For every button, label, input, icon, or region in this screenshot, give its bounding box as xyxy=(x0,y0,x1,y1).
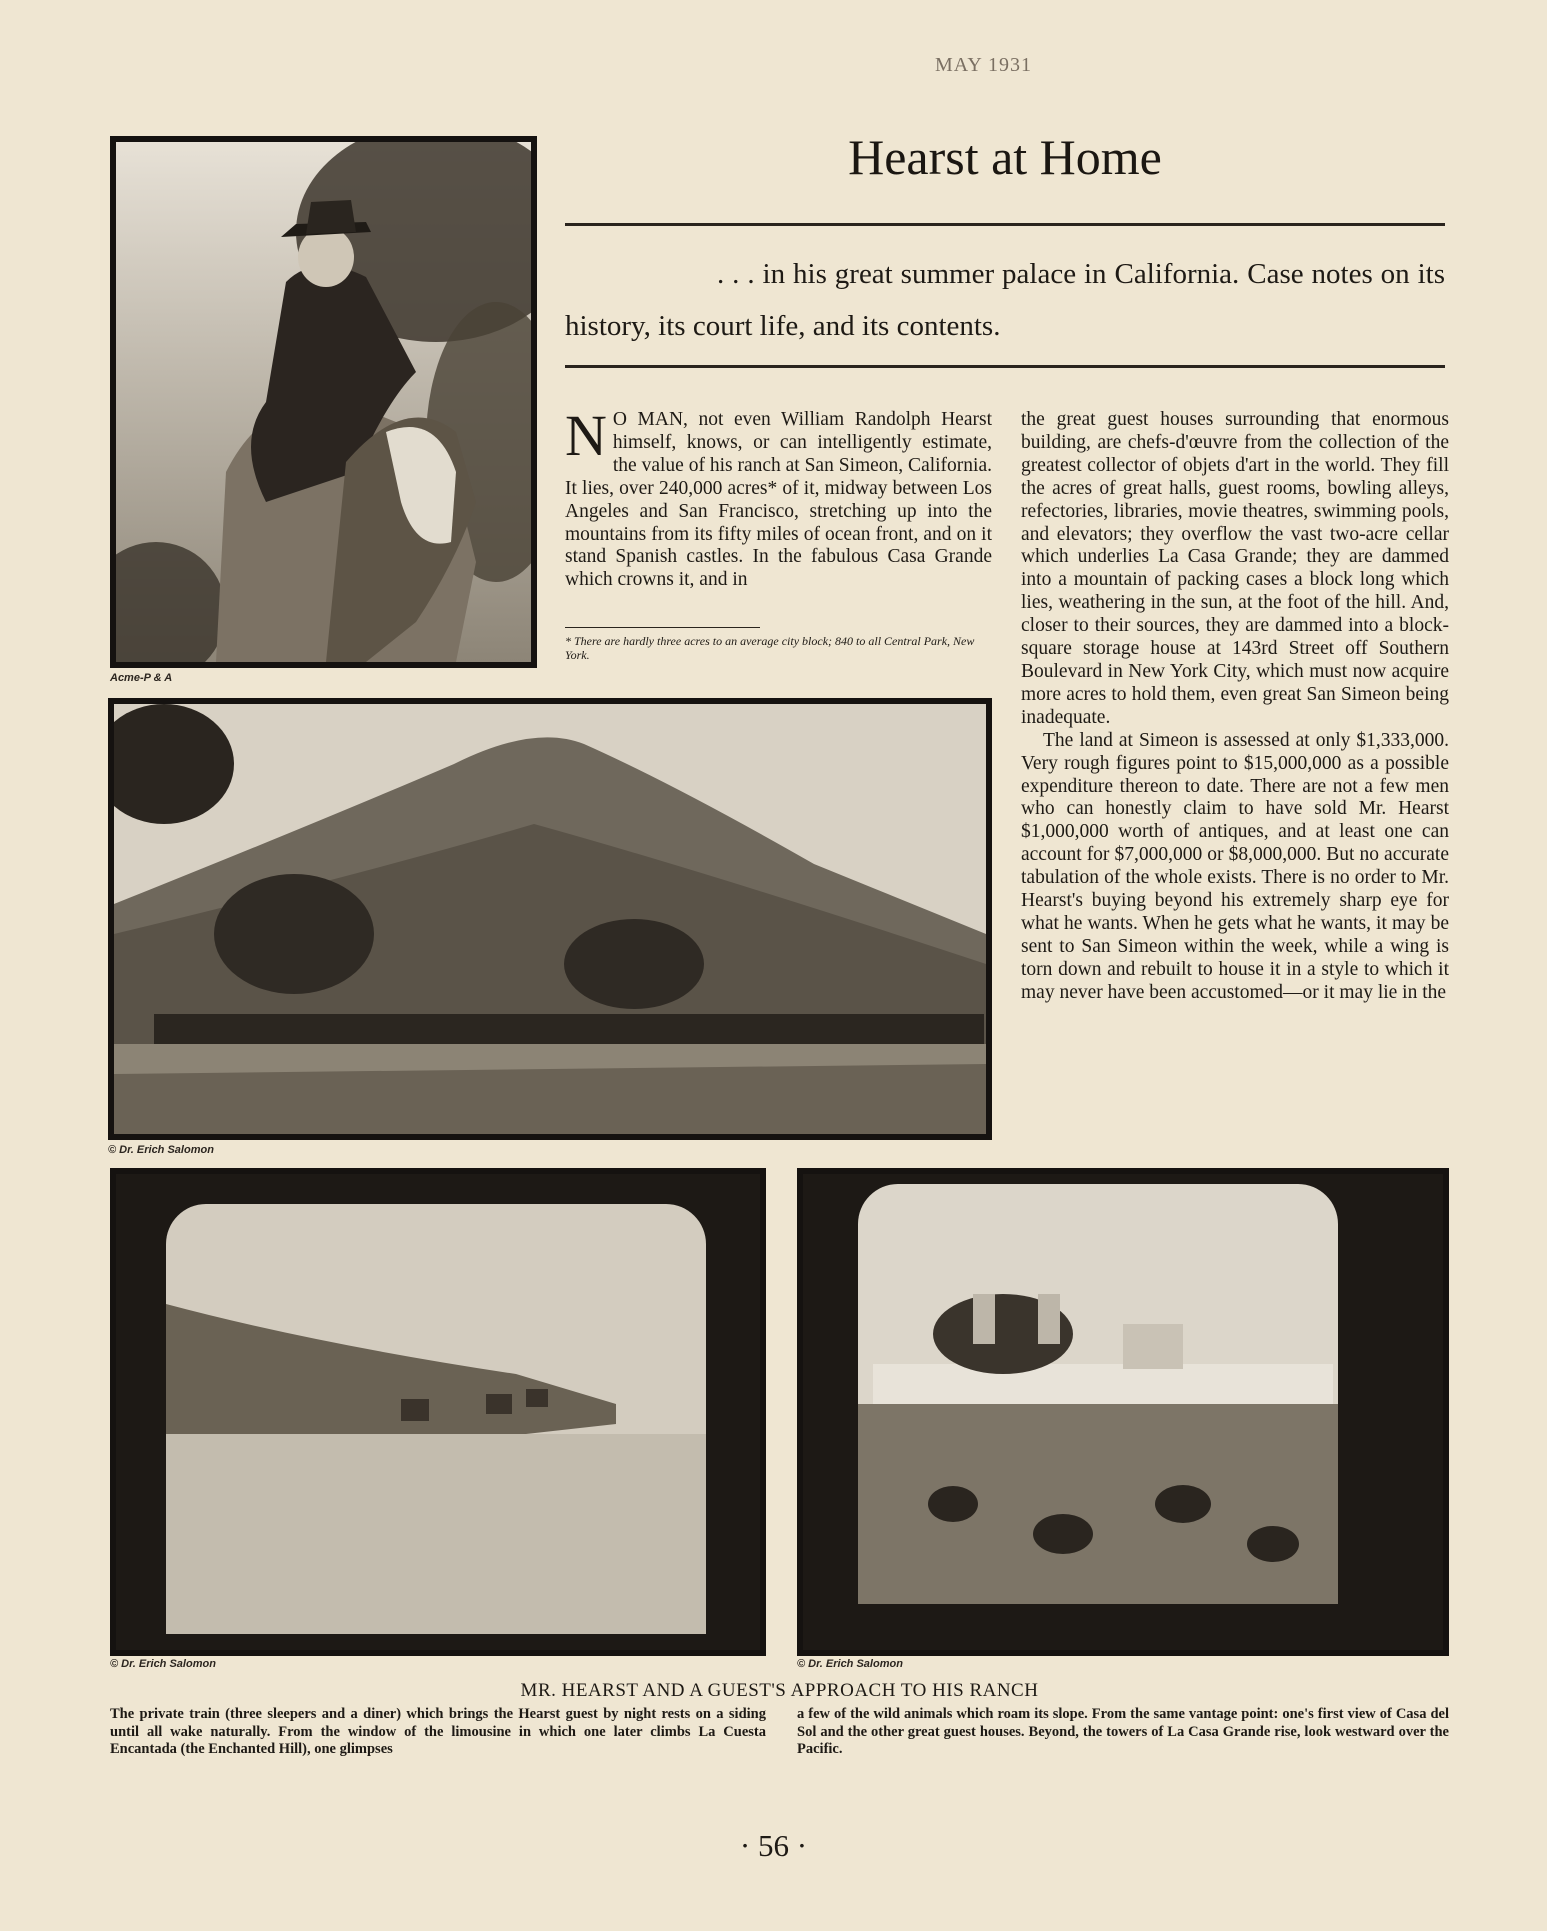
article-title: Hearst at Home xyxy=(848,129,1162,185)
page-number: · 56 · xyxy=(739,1828,808,1863)
article-body-left: O MAN, not even William Randolph Hearst himself, knows, or can intelligently estimate, the value of his ranch at San Simeon, California. It lies, over 240,000 acres* of it, midway between Los Angeles and San Francisco, stretching up into the mountains from its fifty miles of ocean front, and on it stand Spanish castles. In the fabulous Casa Grande which crowns it, and in xyxy=(565,409,992,591)
article-column-left xyxy=(565,403,992,592)
title-rule-top xyxy=(565,223,1445,226)
article-column-right xyxy=(1021,409,1449,1005)
photo-credit-deer: © Dr. Erich Salomon xyxy=(110,1658,216,1670)
photo-deer-car-window xyxy=(110,1168,766,1656)
caption-headline: MR. HEARST AND A GUEST'S APPROACH TO HIS RANCH xyxy=(520,1680,1039,1701)
footnote-rule xyxy=(565,627,760,628)
article-deck: . . . in his great summer palace in California. Case notes on its history, its court life, and its contents. xyxy=(565,258,1445,342)
caption-left: The private train (three sleepers and a diner) which brings the Hearst guest by night rests on a siding until all wake naturally. From the window of the limousine in which one later climbs La Cuesta Encantada (the Enchanted Hill), one glimpses xyxy=(110,1706,766,1757)
photo-castle-car-window xyxy=(797,1168,1449,1656)
caption-right: a few of the wild animals which roam its slope. From the same vantage point: one's first view of Casa del Sol and the other great guest houses. Beyond, the towers of La Casa Grande rise, look westward over the Pacific. xyxy=(797,1706,1449,1757)
photo-credit-mountain: © Dr. Erich Salomon xyxy=(108,1144,214,1156)
header-date: MAY 1931 xyxy=(934,54,1033,76)
article-body-right-p2: The land at Simeon is assessed at only $1,333,000. Very rough figures point to $15,000,000 as a possible expenditure thereon to date. There are not a few men who can honestly claim to have sold Mr. Hearst $1,000,000 worth of antiques, and at least one can account for $7,000,000 or $8,000,000. But no accurate tabulation of the whole exists. There is no order to Mr. Hearst's buying beyond his extremely sharp eye for what he wants. When he gets what he wants, it may be sent to San Simeon within the week, while a wing is torn down and rebuilt to house it in a style to which it may never have been accustomed—or it may lie in the xyxy=(1021,729,1449,1003)
article-body-right-p1: the great guest houses surrounding that enormous building, are chefs-d'œuvre from the collection of the greatest collector of objets d'art in the world. They fill the acres of great halls, guest rooms, bowling alleys, refectories, libraries, movie theatres, swimming pools, and elevators; they overflow the vast two-acre cellar which underlies La Casa Grande; they are dammed into a mountain of packing cases a block long which lies, weathering in the sun, at the foot of the hill. And, closer to their sources, they are dammed into a block-square storage house at 143rd Street off Southern Boulevard in New York City, which must now acquire more acres to hold them, even great San Simeon being inadequate. xyxy=(1021,409,1449,728)
photo-hearst-on-horse xyxy=(110,136,537,668)
photo-mountain-train xyxy=(108,698,992,1140)
photo-credit-hearst: Acme-P & A xyxy=(110,672,173,684)
deck-rule-bottom xyxy=(565,365,1445,368)
drop-cap: N xyxy=(565,403,607,468)
photo-credit-castle: © Dr. Erich Salomon xyxy=(797,1658,903,1670)
footnote: * There are hardly three acres to an average city block; 840 to all Central Park, New York. xyxy=(565,634,975,662)
